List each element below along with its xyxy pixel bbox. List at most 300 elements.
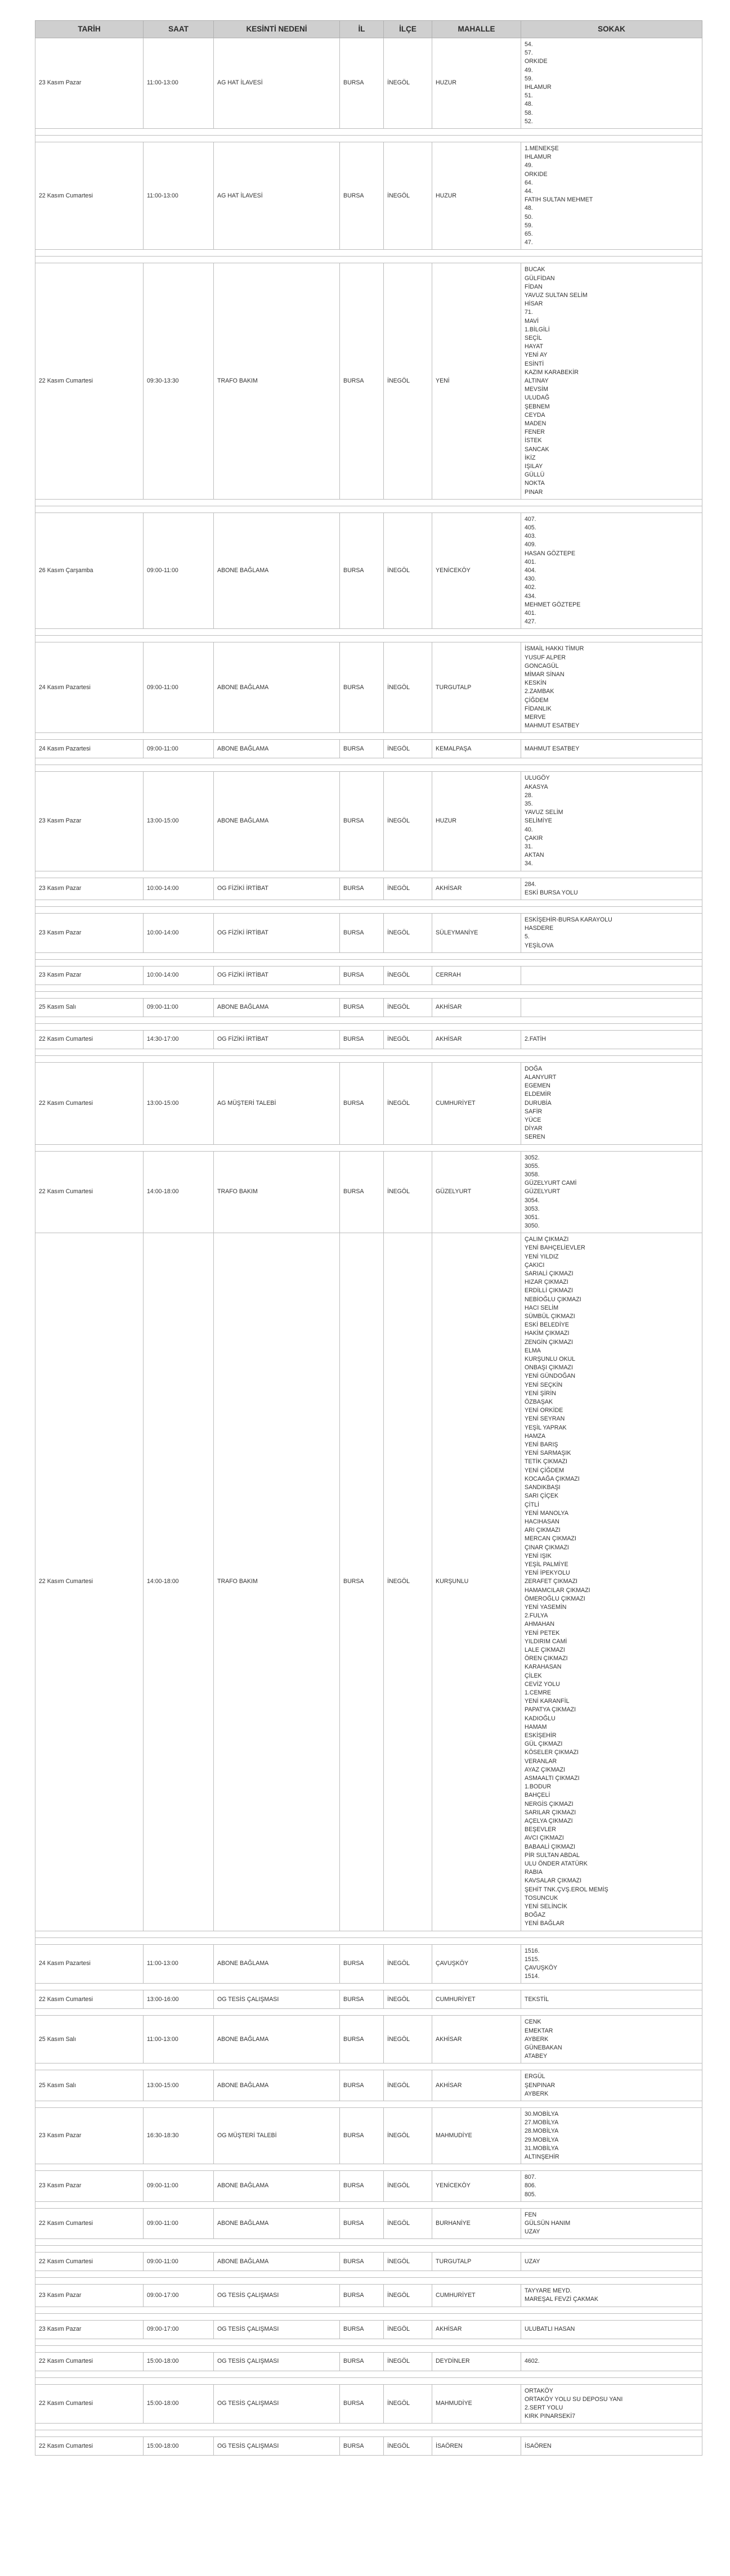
street-name: KADIOĞLU bbox=[525, 1715, 556, 1722]
spacer-row bbox=[35, 129, 702, 136]
cell-mahalle: CUMHURİYET bbox=[432, 1990, 521, 2009]
cell-mahalle: DEYDİNLER bbox=[432, 2352, 521, 2371]
street-name: AÇELYA ÇIKMAZI bbox=[525, 1818, 573, 1825]
cell-ilce: İNEGÖL bbox=[384, 1030, 432, 1049]
table-row bbox=[35, 1062, 702, 1144]
cell-sokak bbox=[521, 966, 702, 984]
street-name: 1.BODUR bbox=[525, 1783, 552, 1791]
table-row bbox=[35, 1990, 702, 2009]
cell-neden: AG MÜŞTERİ TALEBİ bbox=[214, 1062, 340, 1144]
cell-tarih: 24 Kasım Pazartesi bbox=[35, 642, 144, 733]
cell-sokak bbox=[521, 2070, 702, 2101]
cell-sokak bbox=[521, 2320, 702, 2339]
table-row bbox=[35, 878, 702, 900]
cell-sokak bbox=[521, 1062, 702, 1144]
cell-tarih: 25 Kasım Salı bbox=[35, 2070, 144, 2101]
street-name: YENİ YILDIZ bbox=[525, 1253, 559, 1260]
cell-sokak bbox=[521, 2016, 702, 2064]
street-name: 64. bbox=[525, 179, 533, 186]
street-name: SANDIKBAŞI bbox=[525, 1484, 561, 1491]
cell-ilce: İNEGÖL bbox=[384, 913, 432, 952]
cell-il: BURSA bbox=[340, 1062, 384, 1144]
street-name: EMEKTAR bbox=[525, 2027, 553, 2034]
street-name: SELİMİYE bbox=[525, 817, 552, 825]
cell-il: BURSA bbox=[340, 1030, 384, 1049]
street-name: 3054. bbox=[525, 1197, 540, 1204]
street-name: BAHÇELİ bbox=[525, 1792, 550, 1799]
street-name: 402. bbox=[525, 584, 536, 591]
cell-il: BURSA bbox=[340, 263, 384, 499]
cell-sokak bbox=[521, 2384, 702, 2424]
cell-mahalle: MAHMUDİYE bbox=[432, 2384, 521, 2424]
cell-il: BURSA bbox=[340, 1233, 384, 1931]
street-name: 47. bbox=[525, 239, 533, 246]
spacer-row bbox=[35, 2101, 702, 2107]
cell-neden: AG HAT İLAVESİ bbox=[214, 38, 340, 129]
street-name: 28. bbox=[525, 792, 533, 799]
cell-sokak bbox=[521, 2285, 702, 2307]
street-name: HACI SELİM bbox=[525, 1304, 559, 1311]
street-name: YUSUF ALPER bbox=[525, 654, 566, 661]
cell-il: BURSA bbox=[340, 2253, 384, 2271]
street-name: 3055. bbox=[525, 1162, 540, 1170]
cell-saat: 13:00-15:00 bbox=[144, 772, 214, 871]
street-name: İSMAİL HAKKI TİMUR bbox=[525, 645, 584, 653]
street-name: 3050. bbox=[525, 1222, 540, 1230]
cell-mahalle: CERRAH bbox=[432, 966, 521, 984]
cell-sokak bbox=[521, 512, 702, 629]
cell-ilce: İNEGÖL bbox=[384, 263, 432, 499]
street-name: 57. bbox=[525, 50, 533, 57]
street-name: KARAHASAN bbox=[525, 1664, 562, 1671]
cell-saat: 13:00-15:00 bbox=[144, 1062, 214, 1144]
street-name: YENİ SEÇKİN bbox=[525, 1381, 563, 1388]
street-name: ULUDAĞ bbox=[525, 394, 550, 402]
cell-mahalle: GÜZELYURT bbox=[432, 1151, 521, 1233]
cell-ilce: İNEGÖL bbox=[384, 878, 432, 900]
cell-sokak bbox=[521, 878, 702, 900]
cell-tarih: 22 Kasım Cumartesi bbox=[35, 142, 144, 250]
street-name: 1.CEMRE bbox=[525, 1689, 552, 1696]
street-name: 30.MOBİLYA bbox=[525, 2110, 559, 2118]
street-name: 407. bbox=[525, 515, 536, 523]
cell-mahalle: CUMHURİYET bbox=[432, 2285, 521, 2307]
street-name: ŞENPINAR bbox=[525, 2082, 556, 2089]
cell-il: BURSA bbox=[340, 878, 384, 900]
street-name: 49. bbox=[525, 66, 533, 74]
cell-ilce: İNEGÖL bbox=[384, 2320, 432, 2339]
cell-il: BURSA bbox=[340, 142, 384, 250]
street-name: UZAY bbox=[525, 2228, 540, 2236]
street-name: ELMA bbox=[525, 1347, 541, 1354]
cell-sokak bbox=[521, 2253, 702, 2271]
street-name: 59. bbox=[525, 222, 533, 229]
cell-mahalle: CUMHURİYET bbox=[432, 1062, 521, 1144]
street-name: NOKTA bbox=[525, 480, 545, 487]
street-name: 404. bbox=[525, 567, 536, 574]
cell-il: BURSA bbox=[340, 740, 384, 758]
street-name: BUCAK bbox=[525, 266, 545, 273]
cell-saat: 14:00-18:00 bbox=[144, 1233, 214, 1931]
street-name: NEBİOĞLU ÇIKMAZI bbox=[525, 1296, 581, 1303]
cell-ilce: İNEGÖL bbox=[384, 2253, 432, 2271]
cell-neden: OG TESİS ÇALIŞMASI bbox=[214, 1990, 340, 2009]
street-name: ONBAŞI ÇIKMAZI bbox=[525, 1364, 573, 1372]
table-row bbox=[35, 772, 702, 871]
street-name: HAMAM bbox=[525, 1723, 547, 1730]
street-name: 5. bbox=[525, 933, 530, 941]
cell-neden: ABONE BAĞLAMA bbox=[214, 2253, 340, 2271]
cell-il: BURSA bbox=[340, 998, 384, 1017]
street-name: ORTAKÖY YOLU SU DEPOSU YANI bbox=[525, 2395, 623, 2403]
street-name: SARIALİ ÇIKMAZI bbox=[525, 1270, 574, 1278]
cell-neden: ABONE BAĞLAMA bbox=[214, 740, 340, 758]
cell-neden: OG TESİS ÇALIŞMASI bbox=[214, 2384, 340, 2424]
street-name: 401. bbox=[525, 558, 536, 565]
street-name: 35. bbox=[525, 800, 533, 807]
cell-mahalle: AKHİSAR bbox=[432, 998, 521, 1017]
street-name: MAVİ bbox=[525, 317, 539, 325]
street-name: YENİ ÇİĞDEM bbox=[525, 1467, 565, 1474]
cell-saat: 10:00-14:00 bbox=[144, 878, 214, 900]
spacer-row bbox=[35, 2339, 702, 2345]
spacer-row bbox=[35, 900, 702, 906]
street-name: ÖZBAŞAK bbox=[525, 1399, 553, 1406]
street-name: AYBERK bbox=[525, 2035, 549, 2043]
street-name: YENİ İPEKYOLU bbox=[525, 1570, 570, 1577]
street-name: ÇİĞDEM bbox=[525, 696, 549, 704]
spacer-row bbox=[35, 2239, 702, 2246]
street-name: 807. bbox=[525, 2174, 536, 2181]
street-name: RABIA bbox=[525, 1869, 543, 1876]
street-name: BABAALİ ÇIKMAZI bbox=[525, 1843, 576, 1850]
cell-mahalle: BURHANİYE bbox=[432, 2208, 521, 2239]
cell-ilce: İNEGÖL bbox=[384, 2107, 432, 2164]
cell-saat: 11:00-13:00 bbox=[144, 38, 214, 129]
street-name: ÇİTLİ bbox=[525, 1501, 539, 1508]
street-name: 31. bbox=[525, 843, 533, 850]
table-row bbox=[35, 2171, 702, 2202]
street-name: HASAN GÖZTEPE bbox=[525, 550, 576, 557]
street-name: 2.SERT YOLU bbox=[525, 2404, 563, 2412]
cell-mahalle: SÜLEYMANİYE bbox=[432, 913, 521, 952]
street-name: HASDERE bbox=[525, 925, 554, 932]
header-mahalle: MAHALLE bbox=[432, 21, 521, 38]
spacer-row bbox=[35, 1049, 702, 1055]
cell-ilce: İNEGÖL bbox=[384, 2070, 432, 2101]
cell-tarih: 22 Kasım Cumartesi bbox=[35, 2253, 144, 2271]
cell-tarih: 22 Kasım Cumartesi bbox=[35, 2437, 144, 2456]
street-name: DOĞA bbox=[525, 1065, 543, 1072]
cell-neden: ABONE BAĞLAMA bbox=[214, 2208, 340, 2239]
cell-sokak bbox=[521, 2171, 702, 2202]
street-name: 806. bbox=[525, 2182, 536, 2190]
street-name: 31.MOBİLYA bbox=[525, 2145, 559, 2152]
street-name: YENİ ORKİDE bbox=[525, 1407, 563, 1414]
street-name: 3051. bbox=[525, 1213, 540, 1221]
street-name: ZERAFET ÇIKMAZI bbox=[525, 1578, 577, 1585]
street-name: SAFİR bbox=[525, 1108, 543, 1115]
street-name: NERGİS ÇIKMAZI bbox=[525, 1800, 574, 1808]
cell-saat: 15:00-18:00 bbox=[144, 2384, 214, 2424]
street-name: YENİ AY bbox=[525, 352, 548, 359]
street-name: ULU ÖNDER ATATÜRK bbox=[525, 1860, 588, 1868]
spacer-row bbox=[35, 2278, 702, 2285]
cell-ilce: İNEGÖL bbox=[384, 1151, 432, 1233]
street-name: 59. bbox=[525, 75, 533, 82]
cell-tarih: 22 Kasım Cumartesi bbox=[35, 2208, 144, 2239]
street-name: GÜL ÇIKMAZI bbox=[525, 1741, 563, 1748]
cell-sokak bbox=[521, 263, 702, 499]
street-name: GÜNEBAKAN bbox=[525, 2044, 562, 2051]
cell-sokak bbox=[521, 1944, 702, 1984]
cell-saat: 09:00-11:00 bbox=[144, 2208, 214, 2239]
street-name: İSAÖREN bbox=[525, 2442, 552, 2449]
cell-il: BURSA bbox=[340, 2171, 384, 2202]
spacer-row bbox=[35, 2377, 702, 2384]
street-name: 49. bbox=[525, 162, 533, 169]
table-row bbox=[35, 38, 702, 129]
street-name: HAYAT bbox=[525, 343, 543, 350]
spacer-row bbox=[35, 499, 702, 506]
spacer-row bbox=[35, 2345, 702, 2352]
spacer-row bbox=[35, 959, 702, 966]
spacer-row bbox=[35, 1144, 702, 1151]
street-name: AVCI ÇIKMAZI bbox=[525, 1835, 564, 1842]
street-name: YENİ KARANFİL bbox=[525, 1698, 570, 1705]
table-row bbox=[35, 1233, 702, 1931]
street-name: GÜZELYURT CAMİ bbox=[525, 1180, 577, 1187]
cell-sokak bbox=[521, 740, 702, 758]
spacer-row bbox=[35, 765, 702, 772]
cell-sokak bbox=[521, 2352, 702, 2371]
street-name: HACIHASAN bbox=[525, 1518, 559, 1525]
cell-tarih: 23 Kasım Pazar bbox=[35, 913, 144, 952]
street-name: YENİ MANOLYA bbox=[525, 1509, 568, 1517]
street-name: GÜLSÜN HANIM bbox=[525, 2219, 571, 2227]
cell-neden: ABONE BAĞLAMA bbox=[214, 2171, 340, 2202]
street-name: HAMAMCILAR ÇIKMAZI bbox=[525, 1586, 590, 1594]
cell-neden: TRAFO BAKIM bbox=[214, 1151, 340, 1233]
header-tarih: TARİH bbox=[35, 21, 144, 38]
street-name: YÜCE bbox=[525, 1116, 541, 1123]
street-name: 27.MOBİLYA bbox=[525, 2119, 559, 2127]
cell-tarih: 22 Kasım Cumartesi bbox=[35, 1233, 144, 1931]
street-name: MAHMUT ESATBEY bbox=[525, 722, 580, 730]
street-name: ESKİŞEHİR bbox=[525, 1732, 557, 1739]
street-name: MEHMET GÖZTEPE bbox=[525, 601, 581, 608]
cell-ilce: İNEGÖL bbox=[384, 2384, 432, 2424]
cell-mahalle: YENİCEKÖY bbox=[432, 2171, 521, 2202]
street-name: ESİNTİ bbox=[525, 360, 544, 367]
street-name: SEREN bbox=[525, 1134, 545, 1141]
street-name: 40. bbox=[525, 826, 533, 833]
spacer-row bbox=[35, 506, 702, 512]
cell-tarih: 23 Kasım Pazar bbox=[35, 772, 144, 871]
table-row bbox=[35, 512, 702, 629]
cell-saat: 13:00-15:00 bbox=[144, 2070, 214, 2101]
cell-il: BURSA bbox=[340, 38, 384, 129]
street-name: HAKİM ÇIKMAZI bbox=[525, 1330, 570, 1337]
street-name: ÇAKIR bbox=[525, 834, 543, 842]
street-name: DURUBİA bbox=[525, 1099, 552, 1107]
street-name: GONCAGÜL bbox=[525, 662, 559, 669]
street-name: ARI ÇIKMAZI bbox=[525, 1527, 561, 1534]
cell-il: BURSA bbox=[340, 2320, 384, 2339]
cell-tarih: 22 Kasım Cumartesi bbox=[35, 1151, 144, 1233]
street-name: LALE ÇIKMAZI bbox=[525, 1646, 565, 1653]
cell-mahalle: HUZUR bbox=[432, 38, 521, 129]
cell-saat: 09:00-11:00 bbox=[144, 740, 214, 758]
cell-ilce: İNEGÖL bbox=[384, 772, 432, 871]
table-row bbox=[35, 1030, 702, 1049]
street-name: GÜLLÜ bbox=[525, 471, 545, 479]
street-name: 4602. bbox=[525, 2358, 540, 2365]
header-sokak: SOKAK bbox=[521, 21, 702, 38]
cell-saat: 09:00-17:00 bbox=[144, 2285, 214, 2307]
street-name: TOSUNCUK bbox=[525, 1894, 558, 1901]
street-name: 430. bbox=[525, 576, 536, 583]
street-name: ORKIDE bbox=[525, 170, 548, 178]
street-name: MEVSİM bbox=[525, 386, 548, 393]
cell-ilce: İNEGÖL bbox=[384, 2016, 432, 2064]
spacer-row bbox=[35, 250, 702, 257]
street-name: YENİ GÜNDOĞAN bbox=[525, 1373, 576, 1380]
cell-saat: 15:00-18:00 bbox=[144, 2352, 214, 2371]
cell-mahalle: TURGUTALP bbox=[432, 642, 521, 733]
spacer-row bbox=[35, 1023, 702, 1030]
street-name: 3058. bbox=[525, 1171, 540, 1178]
cell-tarih: 25 Kasım Salı bbox=[35, 998, 144, 1017]
street-name: AYAZ ÇIKMAZI bbox=[525, 1766, 566, 1773]
cell-sokak bbox=[521, 1151, 702, 1233]
street-name: CENK bbox=[525, 2018, 541, 2026]
street-name: YENİ ŞİRİN bbox=[525, 1390, 556, 1397]
cell-saat: 11:00-13:00 bbox=[144, 1944, 214, 1984]
cell-mahalle: YENİCEKÖY bbox=[432, 512, 521, 629]
street-name: ÇAKICI bbox=[525, 1261, 545, 1269]
cell-neden: ABONE BAĞLAMA bbox=[214, 2016, 340, 2064]
cell-sokak bbox=[521, 38, 702, 129]
street-name: 284. bbox=[525, 880, 536, 888]
street-name: FATIH SULTAN MEHMET bbox=[525, 196, 593, 204]
street-name: KOCAAĞA ÇIKMAZI bbox=[525, 1475, 580, 1482]
cell-il: BURSA bbox=[340, 2070, 384, 2101]
spacer-row bbox=[35, 733, 702, 740]
cell-neden: ABONE BAĞLAMA bbox=[214, 998, 340, 1017]
cell-neden: OG TESİS ÇALIŞMASI bbox=[214, 2352, 340, 2371]
table-row bbox=[35, 1151, 702, 1233]
street-name: YENİ IŞIK bbox=[525, 1552, 552, 1559]
street-name: AKASYA bbox=[525, 783, 548, 790]
street-name: DİYAR bbox=[525, 1125, 543, 1132]
table-row bbox=[35, 2016, 702, 2064]
spacer-row bbox=[35, 1937, 702, 1944]
table-row bbox=[35, 2285, 702, 2307]
cell-il: BURSA bbox=[340, 966, 384, 984]
cell-ilce: İNEGÖL bbox=[384, 2437, 432, 2456]
street-name: YEŞİLOVA bbox=[525, 942, 554, 949]
street-name: 409. bbox=[525, 541, 536, 549]
street-name: 3053. bbox=[525, 1205, 540, 1212]
street-name: YENİ BAHÇELİEVLER bbox=[525, 1244, 585, 1252]
cell-tarih: 22 Kasım Cumartesi bbox=[35, 1030, 144, 1049]
cell-sokak bbox=[521, 913, 702, 952]
spacer-row bbox=[35, 2009, 702, 2016]
cell-tarih: 23 Kasım Pazar bbox=[35, 2320, 144, 2339]
street-name: ŞEBNEM bbox=[525, 403, 550, 410]
spacer-row bbox=[35, 1017, 702, 1023]
street-name: 54. bbox=[525, 41, 533, 48]
cell-saat: 11:00-13:00 bbox=[144, 142, 214, 250]
cell-saat: 11:00-13:00 bbox=[144, 2016, 214, 2064]
cell-saat: 14:30-17:00 bbox=[144, 1030, 214, 1049]
cell-tarih: 25 Kasım Salı bbox=[35, 2016, 144, 2064]
spacer-row bbox=[35, 871, 702, 878]
spacer-row bbox=[35, 952, 702, 959]
cell-ilce: İNEGÖL bbox=[384, 642, 432, 733]
cell-neden: OG FİZİKİ İRTİBAT bbox=[214, 878, 340, 900]
spacer-row bbox=[35, 2430, 702, 2437]
street-name: 28.MOBİLYA bbox=[525, 2128, 559, 2135]
street-name: AKTAN bbox=[525, 852, 544, 859]
street-name: BOĞAZ bbox=[525, 1912, 546, 1919]
table-row bbox=[35, 1944, 702, 1984]
cell-saat: 09:00-17:00 bbox=[144, 2320, 214, 2339]
cell-neden: ABONE BAĞLAMA bbox=[214, 2070, 340, 2101]
street-name: TETİK ÇIKMAZI bbox=[525, 1458, 567, 1465]
cell-il: BURSA bbox=[340, 2016, 384, 2064]
cell-il: BURSA bbox=[340, 2285, 384, 2307]
street-name: SARILAR ÇIKMAZI bbox=[525, 1809, 576, 1816]
street-name: 50. bbox=[525, 213, 533, 221]
street-name: 805. bbox=[525, 2191, 536, 2198]
cell-neden: OG FİZİKİ İRTİBAT bbox=[214, 966, 340, 984]
cell-saat: 09:00-11:00 bbox=[144, 2253, 214, 2271]
street-name: MAHMUT ESATBEY bbox=[525, 745, 580, 752]
cell-tarih: 26 Kasım Çarşamba bbox=[35, 512, 144, 629]
street-name: YEŞİL YAPRAK bbox=[525, 1424, 567, 1431]
street-name: 71. bbox=[525, 309, 533, 316]
spacer-row bbox=[35, 758, 702, 765]
street-name: ÇİLEK bbox=[525, 1672, 542, 1679]
spacer-row bbox=[35, 136, 702, 142]
street-name: ERDİLLİ ÇIKMAZI bbox=[525, 1287, 573, 1294]
cell-saat: 14:00-18:00 bbox=[144, 1151, 214, 1233]
cell-ilce: İNEGÖL bbox=[384, 2285, 432, 2307]
street-name: FİDAN bbox=[525, 283, 543, 290]
street-name: UZAY bbox=[525, 2258, 540, 2265]
cell-neden: OG TESİS ÇALIŞMASI bbox=[214, 2320, 340, 2339]
cell-mahalle: HUZUR bbox=[432, 772, 521, 871]
street-name: ÖMEROĞLU ÇIKMAZI bbox=[525, 1595, 585, 1602]
spacer-row bbox=[35, 2271, 702, 2278]
street-name: YENİ YASEMİN bbox=[525, 1603, 567, 1611]
cell-mahalle: KEMALPAŞA bbox=[432, 740, 521, 758]
street-name: MADEN bbox=[525, 420, 547, 427]
street-name: HIZAR ÇIKMAZI bbox=[525, 1279, 568, 1286]
street-name: VERANLAR bbox=[525, 1757, 557, 1765]
table-row bbox=[35, 2070, 702, 2101]
street-name: YILDIRIM CAMİ bbox=[525, 1638, 567, 1645]
cell-il: BURSA bbox=[340, 772, 384, 871]
spacer-row bbox=[35, 2246, 702, 2253]
cell-sokak bbox=[521, 2107, 702, 2164]
cell-saat: 09:00-11:00 bbox=[144, 2171, 214, 2202]
cell-saat: 10:00-14:00 bbox=[144, 966, 214, 984]
street-name: AYBERK bbox=[525, 2090, 549, 2097]
cell-ilce: İNEGÖL bbox=[384, 966, 432, 984]
